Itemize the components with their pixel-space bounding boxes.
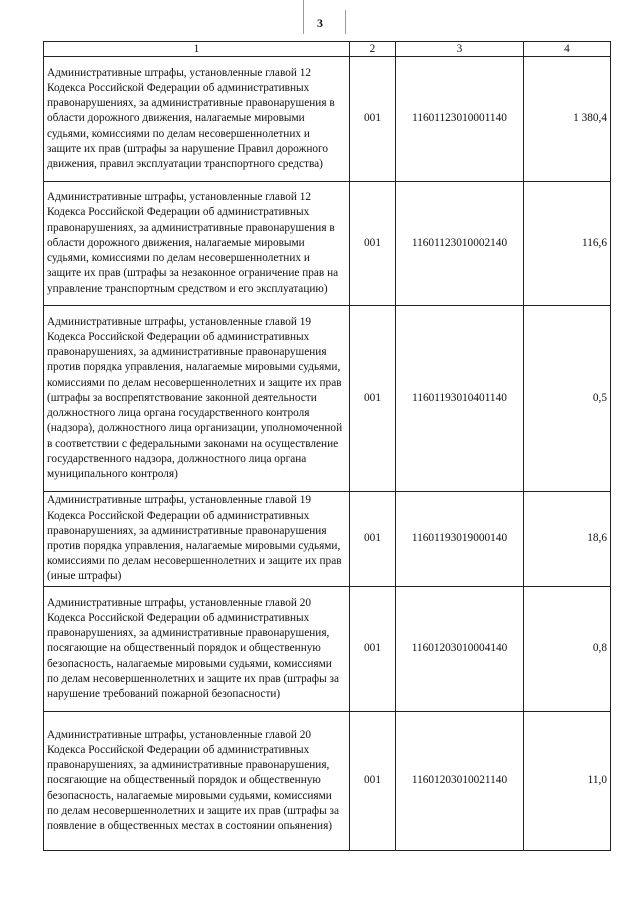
row-description: Административные штрафы, установленные главой 19 Кодекса Российской Федерации об административных правонарушениях, за административные правонарушения против порядка управления, налагаемые мировыми судьями, комиссиями по делам несовершеннолетних и защите их прав (иные штрафы): [44, 492, 350, 587]
row-kbk: 11601123010002140: [396, 182, 524, 306]
scan-mark-right: [345, 10, 346, 34]
row-description: Административные штрафы, установленные главой 12 Кодекса Российской Федерации об административных правонарушениях, за административные правонарушения в области дорожного движения, налагаемые мировыми судьями, комиссиями по делам несовершеннолетних и защите их прав (штрафы за нарушение Правил дорожного движения, правил эксплуатации транспортного средства): [44, 57, 350, 182]
row-kbk: 11601203010021140: [396, 712, 524, 851]
row-admin-code: 001: [350, 712, 396, 851]
header-cell-3: 3: [396, 42, 524, 57]
row-admin-code: 001: [350, 587, 396, 712]
row-admin-code: 001: [350, 306, 396, 492]
row-admin-code: 001: [350, 492, 396, 587]
row-description: Административные штрафы, установленные главой 20 Кодекса Российской Федерации об административных правонарушениях, за административные правонарушения, посягающие на общественный порядок и общественную безопасность, налагаемые мировыми судьями, комиссиями по делам несовершеннолетних и защите их прав (штрафы за появление в общественных местах в состоянии опьянения): [44, 712, 350, 851]
table-header-row: [44, 42, 611, 57]
page-number: 3: [317, 16, 323, 30]
row-kbk: 11601203010004140: [396, 587, 524, 712]
scan-mark-left: [303, 0, 304, 34]
row-kbk: 11601123010001140: [396, 57, 524, 182]
row-amount: 0,5: [524, 306, 611, 492]
row-kbk: 11601193019000140: [396, 492, 524, 587]
header-cell-1: 1: [44, 42, 350, 57]
row-amount: 1 380,4: [524, 57, 611, 182]
table-row: [44, 182, 611, 306]
row-amount: 116,6: [524, 182, 611, 306]
table-row: [44, 57, 611, 182]
table-row: [44, 492, 611, 587]
table-row: [44, 712, 611, 851]
row-description: Административные штрафы, установленные главой 19 Кодекса Российской Федерации об административных правонарушениях, за административные правонарушения против порядка управления, налагаемые мировыми судьями, комиссиями по делам несовершеннолетних и защите их прав (штрафы за воспрепятствование законной деятельности должностного лица органа государственного контроля (надзора), должностного лица организации, уполномоченной в соответствии с федеральными законами на осуществление государственного надзора, должностного лица органа муниципального контроля): [44, 306, 350, 492]
row-admin-code: 001: [350, 57, 396, 182]
row-admin-code: 001: [350, 182, 396, 306]
row-amount: 0,8: [524, 587, 611, 712]
row-kbk: 11601193010401140: [396, 306, 524, 492]
header-cell-4: 4: [524, 42, 611, 57]
header-cell-2: 2: [350, 42, 396, 57]
table-row: [44, 587, 611, 712]
fines-table: [43, 41, 611, 851]
row-description: Административные штрафы, установленные главой 12 Кодекса Российской Федерации об административных правонарушениях, за административные правонарушения в области дорожного движения, налагаемые мировыми судьями, комиссиями по делам несовершеннолетних и защите их прав (штрафы за незаконное ограничение прав на управление транспортным средством и его эксплуатацию): [44, 182, 350, 306]
table-row: [44, 306, 611, 492]
row-description: Административные штрафы, установленные главой 20 Кодекса Российской Федерации об административных правонарушениях, за административные правонарушения, посягающие на общественный порядок и общественную безопасность, налагаемые мировыми судьями, комиссиями по делам несовершеннолетних и защите их прав (штрафы за нарушение требований пожарной безопасности): [44, 587, 350, 712]
row-amount: 11,0: [524, 712, 611, 851]
row-amount: 18,6: [524, 492, 611, 587]
